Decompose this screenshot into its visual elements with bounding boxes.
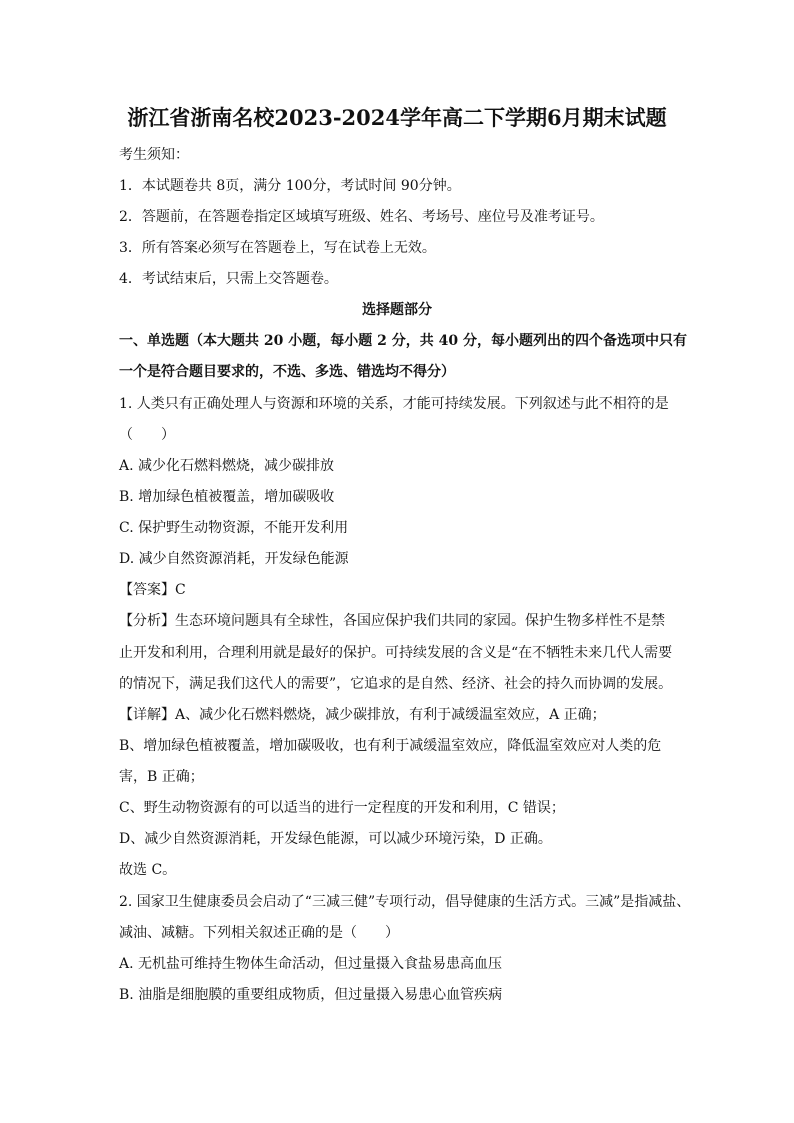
notice-item: 1．本试题卷共 8页，满分 100分，考试时间 90分钟。	[119, 178, 461, 194]
question-1-detail: 【详解】A、减少化石燃料燃烧，减少碳排放，有利于减缓温室效应，A 正确；	[119, 707, 606, 723]
question-1-option-d: D. 减少自然资源消耗，开发绿色能源	[119, 551, 349, 567]
question-1-analysis: 止开发和利用，合理利用就是最好的保护。可持续发展的含义是“在不牺牲未来几代人需要	[119, 645, 673, 661]
question-2-option-a: A. 无机盐可维持生物体生命活动，但过量摄入食盐易患高血压	[119, 956, 503, 972]
question-1-option-a: A. 减少化石燃料燃烧，减少碳排放	[119, 458, 335, 474]
page-title: 浙江省浙南名校2023-2024学年高二下学期6月期末试题	[127, 105, 667, 130]
question-1-detail: 害，B 正确；	[119, 769, 204, 785]
notice-item: 4．考试结束后，只需上交答题卷。	[119, 271, 338, 287]
section-title: 选择题部分	[362, 302, 432, 318]
question-1-option-c: C. 保护野生动物资源，不能开发利用	[119, 520, 349, 536]
question-1-detail: 故选 C。	[119, 862, 177, 878]
question-1-stem: 1. 人类只有正确处理人与资源和环境的关系，才能可持续发展。下列叙述与此不相符的是	[119, 396, 669, 412]
notice-heading: 考生须知：	[119, 147, 189, 163]
question-1-stem: （ ）	[119, 427, 175, 443]
question-2-stem: 2. 国家卫生健康委员会启动了“三减三健”专项行动，倡导健康的生活方式。三减”是指减盐、	[119, 894, 691, 910]
question-1-option-b: B. 增加绿色植被覆盖，增加碳吸收	[119, 489, 335, 505]
part-heading-line: 一个是符合题目要求的，不选、多选、错选均不得分）	[119, 364, 455, 380]
question-1-detail: B、增加绿色植被覆盖，增加碳吸收，也有利于减缓温室效应，降低温室效应对人类的危	[119, 738, 662, 754]
question-1-answer: 【答案】C	[119, 582, 186, 598]
question-2-option-b: B. 油脂是细胞膜的重要组成物质，但过量摄入易患心血管疾病	[119, 987, 503, 1003]
part-heading-line: 一、单选题（本大题共 20 小题，每小题 2 分，共 40 分，每小题列出的四个备选项中只有	[119, 333, 687, 349]
question-2-stem: 减油、减糖。下列相关叙述正确的是（ ）	[119, 925, 399, 941]
question-1-detail: C、野生动物资源有的可以适当的进行一定程度的开发和利用，C 错误；	[119, 800, 565, 816]
question-1-analysis: 的情况下，满足我们这代人的需要”，它追求的是自然、经济、社会的持久而协调的发展。	[119, 676, 673, 692]
notice-item: 2．答题前，在答题卷指定区域填写班级、姓名、考场号、座位号及准考证号。	[119, 209, 604, 225]
question-1-analysis: 【分析】生态环境问题具有全球性，各国应保护我们共同的家园。保护生物多样性不是禁	[119, 613, 665, 629]
notice-item: 3．所有答案必须写在答题卷上，写在试卷上无效。	[119, 240, 436, 256]
question-1-detail: D、减少自然资源消耗，开发绿色能源，可以减少环境污染，D 正确。	[119, 831, 552, 847]
